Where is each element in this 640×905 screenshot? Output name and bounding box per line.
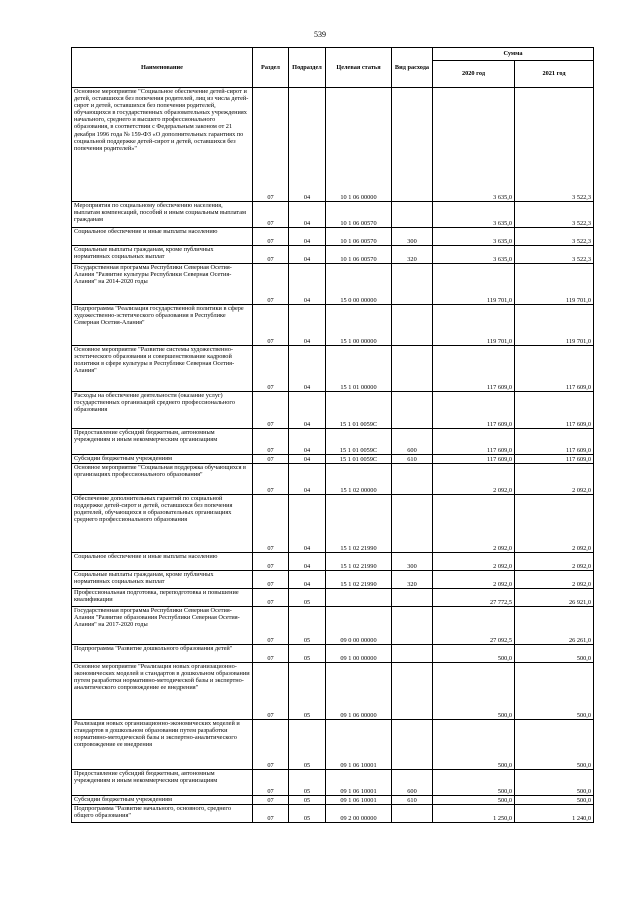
row-subsection: 04 xyxy=(289,495,326,553)
row-target: 10 1 06 00570 xyxy=(326,246,392,264)
row-subsection: 04 xyxy=(289,346,326,392)
table-body xyxy=(72,88,594,823)
row-target: 09 1 06 00000 xyxy=(326,663,392,720)
row-exp-type xyxy=(392,88,433,202)
row-section: 07 xyxy=(253,464,289,495)
row-section: 07 xyxy=(253,645,289,663)
row-name: Государственная программа Республики Северная Осетия-Алания "Развитие культуры Республики Северная Осетия-Алания" на 2014-2020 годы xyxy=(72,264,253,305)
row-section: 07 xyxy=(253,346,289,392)
row-section: 07 xyxy=(253,589,289,607)
table-row xyxy=(72,607,594,645)
row-name: Основное мероприятие "Социальная поддержка обучающихся в организациях профессионального образования" xyxy=(72,464,253,495)
row-name: Субсидии бюджетным учреждениям xyxy=(72,796,253,805)
row-2020: 500,0 xyxy=(433,663,515,720)
row-2020: 119 701,0 xyxy=(433,305,515,346)
row-subsection: 04 xyxy=(289,228,326,246)
row-name: Подпрограмма "Реализация государственной политики в сфере художественно-эстетического образования в Республике Северная Осетия-Алания" xyxy=(72,305,253,346)
row-name: Субсидии бюджетным учреждениям xyxy=(72,455,253,464)
row-exp-type: 320 xyxy=(392,571,433,589)
row-2021: 500,0 xyxy=(515,770,594,796)
row-target: 09 2 00 00000 xyxy=(326,805,392,823)
row-name: Реализация новых организационно-экономических моделей и стандартов в дошкольном образовании путем разработки нормативно-методической базы и экспертно-аналитического сопровождение ее внедрения xyxy=(72,720,253,770)
row-subsection: 04 xyxy=(289,464,326,495)
row-name: Основное мероприятие "Развитие системы художественно-эстетического образования и совершенствование кадровой политики в сфере культуры в Республике Северная Осетия-Алания" xyxy=(72,346,253,392)
table-row xyxy=(72,720,594,770)
row-2020: 3 635,0 xyxy=(433,88,515,202)
row-subsection: 05 xyxy=(289,770,326,796)
row-2020: 1 250,0 xyxy=(433,805,515,823)
table-row xyxy=(72,246,594,264)
table-row xyxy=(72,796,594,805)
table-row xyxy=(72,553,594,571)
table-row xyxy=(72,663,594,720)
table-row xyxy=(72,346,594,392)
header-exp-type: Вид расхода xyxy=(392,48,433,88)
row-subsection: 04 xyxy=(289,553,326,571)
row-2020: 500,0 xyxy=(433,770,515,796)
row-exp-type: 610 xyxy=(392,455,433,464)
row-name: Государственная программа Республики Северная Осетия-Алания "Развитие образования Республики Северная Осетия-Алания" на 2017-2020 годы xyxy=(72,607,253,645)
row-2020: 119 701,0 xyxy=(433,264,515,305)
row-2021: 119 701,0 xyxy=(515,305,594,346)
row-2021: 2 092,0 xyxy=(515,464,594,495)
row-2020: 117 609,0 xyxy=(433,346,515,392)
row-2020: 2 092,0 xyxy=(433,495,515,553)
row-exp-type xyxy=(392,645,433,663)
row-2021: 500,0 xyxy=(515,663,594,720)
row-exp-type xyxy=(392,720,433,770)
row-exp-type xyxy=(392,264,433,305)
row-2020: 2 092,0 xyxy=(433,571,515,589)
row-2020: 3 635,0 xyxy=(433,246,515,264)
table-row xyxy=(72,202,594,228)
row-exp-type xyxy=(392,589,433,607)
row-subsection: 05 xyxy=(289,645,326,663)
table-row xyxy=(72,305,594,346)
row-2021: 500,0 xyxy=(515,645,594,663)
table-row xyxy=(72,392,594,429)
row-subsection: 05 xyxy=(289,607,326,645)
row-name: Социальное обеспечение и иные выплаты населению xyxy=(72,553,253,571)
row-subsection: 05 xyxy=(289,796,326,805)
row-subsection: 05 xyxy=(289,805,326,823)
row-name: Основное мероприятие "Социальное обеспечение детей-сирот и детей, оставшихся без попечения родителей, лиц из числа детей-сирот и детей, оставшихся без попечения родителей, обучающихся в государственных образовательных учреждениях начального, среднего и высшего профессионального образования, в соответствии с Федеральным законом от 21 декабря 1996 года № 159-ФЗ «О дополнительных гарантиях по социальной поддержке детей-сирот и детей, оставшихся без попечения родителей»" xyxy=(72,88,253,202)
row-name: Основное мероприятие "Реализация новых организационно-экономических моделей и стандартов в дошкольном образовании путем разработки нормативно-методической базы и экспертно-аналитического сопровождение ее внедрения" xyxy=(72,663,253,720)
row-section: 07 xyxy=(253,571,289,589)
row-name: Подпрограмма "Развитие начального, основного, среднего общего образования" xyxy=(72,805,253,823)
row-exp-type xyxy=(392,495,433,553)
row-name: Профессиональная подготовка, переподготовка и повышение квалификации xyxy=(72,589,253,607)
header-2021: 2021 год xyxy=(515,61,594,88)
table-row xyxy=(72,464,594,495)
row-2020: 117 609,0 xyxy=(433,429,515,455)
row-target: 09 1 06 10001 xyxy=(326,796,392,805)
row-name: Расходы на обеспечение деятельности (оказание услуг) государственных организаций среднего профессионального образования xyxy=(72,392,253,429)
row-subsection: 04 xyxy=(289,571,326,589)
header-target: Целевая статья xyxy=(326,48,392,88)
row-section: 07 xyxy=(253,805,289,823)
row-2021: 1 240,0 xyxy=(515,805,594,823)
table-row xyxy=(72,228,594,246)
row-2020: 27 772,5 xyxy=(433,589,515,607)
table-row xyxy=(72,264,594,305)
row-exp-type: 600 xyxy=(392,770,433,796)
row-2021: 2 092,0 xyxy=(515,495,594,553)
row-subsection: 04 xyxy=(289,264,326,305)
row-exp-type xyxy=(392,464,433,495)
row-2021: 3 522,3 xyxy=(515,246,594,264)
row-subsection: 04 xyxy=(289,202,326,228)
table-row xyxy=(72,88,594,202)
row-2021: 117 609,0 xyxy=(515,392,594,429)
row-2021: 500,0 xyxy=(515,720,594,770)
table-row xyxy=(72,589,594,607)
row-section: 07 xyxy=(253,663,289,720)
row-2021: 3 522,3 xyxy=(515,228,594,246)
row-section: 07 xyxy=(253,202,289,228)
row-exp-type xyxy=(392,805,433,823)
row-name: Предоставление субсидий бюджетным, автономным учреждениям и иным некоммерческим организациям xyxy=(72,429,253,455)
row-name: Социальные выплаты гражданам, кроме публичных нормативных социальных выплат xyxy=(72,246,253,264)
row-subsection: 04 xyxy=(289,88,326,202)
row-2021: 2 092,0 xyxy=(515,553,594,571)
row-section: 07 xyxy=(253,553,289,571)
header-subsection: Подраздел xyxy=(289,48,326,88)
row-2021: 3 522,3 xyxy=(515,88,594,202)
row-target: 15 1 02 00000 xyxy=(326,464,392,495)
row-target: 09 1 06 10001 xyxy=(326,770,392,796)
row-2020: 3 635,0 xyxy=(433,202,515,228)
row-target: 15 1 00 00000 xyxy=(326,305,392,346)
row-2021: 2 092,0 xyxy=(515,571,594,589)
row-exp-type xyxy=(392,392,433,429)
row-2020: 2 092,0 xyxy=(433,553,515,571)
row-section: 07 xyxy=(253,607,289,645)
row-2021: 3 522,3 xyxy=(515,202,594,228)
row-exp-type: 300 xyxy=(392,553,433,571)
table-row xyxy=(72,429,594,455)
table-row xyxy=(72,770,594,796)
row-section: 07 xyxy=(253,796,289,805)
row-2020: 500,0 xyxy=(433,720,515,770)
row-section: 07 xyxy=(253,770,289,796)
header-2020: 2020 год xyxy=(433,61,515,88)
row-target: 15 0 00 00000 xyxy=(326,264,392,305)
row-subsection: 05 xyxy=(289,663,326,720)
row-2021: 117 609,0 xyxy=(515,429,594,455)
table-row xyxy=(72,645,594,663)
row-target: 15 1 02 21990 xyxy=(326,571,392,589)
row-exp-type xyxy=(392,607,433,645)
row-subsection: 04 xyxy=(289,246,326,264)
row-section: 07 xyxy=(253,305,289,346)
row-section: 07 xyxy=(253,264,289,305)
row-2020: 500,0 xyxy=(433,645,515,663)
row-2021: 119 701,0 xyxy=(515,264,594,305)
row-2020: 2 092,0 xyxy=(433,464,515,495)
row-name: Обеспечение дополнительных гарантий по социальной поддержке детей-сирот и детей, оставшихся без попечения родителей, обучающихся в образовательных организациях среднего профессионального образования xyxy=(72,495,253,553)
row-target: 10 1 06 00000 xyxy=(326,88,392,202)
row-exp-type: 320 xyxy=(392,246,433,264)
row-2021: 26 261,0 xyxy=(515,607,594,645)
row-target: 10 1 06 00570 xyxy=(326,228,392,246)
row-section: 07 xyxy=(253,720,289,770)
row-exp-type xyxy=(392,346,433,392)
row-2021: 117 609,0 xyxy=(515,346,594,392)
row-target: 09 1 06 10001 xyxy=(326,720,392,770)
row-target: 15 1 01 0059С xyxy=(326,392,392,429)
header-name: Наименование xyxy=(72,48,253,88)
row-target: 15 1 01 0059С xyxy=(326,429,392,455)
page-number: 539 xyxy=(314,30,326,39)
row-target: 09 1 00 00000 xyxy=(326,645,392,663)
row-name: Социальное обеспечение и иные выплаты населению xyxy=(72,228,253,246)
row-section: 07 xyxy=(253,228,289,246)
row-section: 07 xyxy=(253,429,289,455)
row-section: 07 xyxy=(253,455,289,464)
row-2020: 117 609,0 xyxy=(433,455,515,464)
table-row xyxy=(72,805,594,823)
row-target: 15 1 02 21990 xyxy=(326,495,392,553)
row-exp-type xyxy=(392,305,433,346)
row-target: 15 1 01 00000 xyxy=(326,346,392,392)
table-row xyxy=(72,571,594,589)
row-2021: 26 921,0 xyxy=(515,589,594,607)
row-target: 15 1 01 0059С xyxy=(326,455,392,464)
row-section: 07 xyxy=(253,246,289,264)
row-subsection: 04 xyxy=(289,392,326,429)
row-target xyxy=(326,589,392,607)
row-target: 09 0 00 00000 xyxy=(326,607,392,645)
row-exp-type xyxy=(392,663,433,720)
row-2020: 27 092,5 xyxy=(433,607,515,645)
table-row xyxy=(72,455,594,464)
row-2020: 3 635,0 xyxy=(433,228,515,246)
row-name: Предоставление субсидий бюджетным, автономным учреждениям и иным некоммерческим организациям xyxy=(72,770,253,796)
row-name: Мероприятия по социальному обеспечению населения, выплатам компенсаций, пособий и иным социальным выплатам гражданам xyxy=(72,202,253,228)
row-2020: 117 609,0 xyxy=(433,392,515,429)
row-section: 07 xyxy=(253,88,289,202)
row-exp-type: 610 xyxy=(392,796,433,805)
row-target: 10 1 06 00570 xyxy=(326,202,392,228)
row-target: 15 1 02 21990 xyxy=(326,553,392,571)
row-subsection: 05 xyxy=(289,589,326,607)
row-section: 07 xyxy=(253,495,289,553)
row-2021: 500,0 xyxy=(515,796,594,805)
row-subsection: 04 xyxy=(289,455,326,464)
row-exp-type xyxy=(392,202,433,228)
budget-table xyxy=(71,47,594,823)
row-2021: 117 609,0 xyxy=(515,455,594,464)
header-sum: Сумма xyxy=(433,48,594,61)
row-subsection: 04 xyxy=(289,429,326,455)
row-name: Подпрограмма "Развитие дошкольного образования детей" xyxy=(72,645,253,663)
row-name: Социальные выплаты гражданам, кроме публичных нормативных социальных выплат xyxy=(72,571,253,589)
row-exp-type: 600 xyxy=(392,429,433,455)
row-subsection: 04 xyxy=(289,305,326,346)
row-section: 07 xyxy=(253,392,289,429)
row-exp-type: 300 xyxy=(392,228,433,246)
row-2020: 500,0 xyxy=(433,796,515,805)
header-section: Раздел xyxy=(253,48,289,88)
table-row xyxy=(72,495,594,553)
row-subsection: 05 xyxy=(289,720,326,770)
